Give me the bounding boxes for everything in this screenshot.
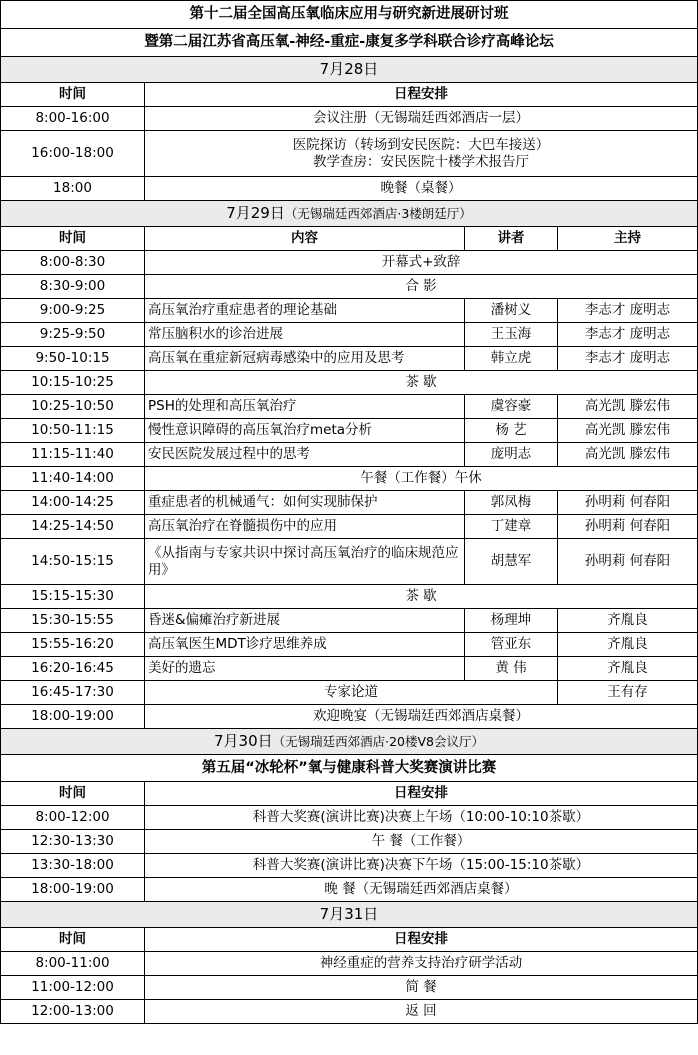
schedule-cell — [145, 806, 698, 830]
time-cell: 16:45-17:30 — [1, 681, 145, 705]
table-row — [1, 1000, 698, 1024]
time-cell: 11:40-14:00 — [1, 467, 145, 491]
time-cell: 8:00-16:00 — [1, 107, 145, 131]
schedule-text: 会议注册（无锡瑞廷西郊酒店一层） — [313, 110, 529, 126]
day3-col-time: 时间 — [1, 782, 145, 806]
schedule-cell — [145, 878, 698, 902]
speaker-cell: 王玉海 — [465, 323, 558, 347]
session-cell: 专家论道 — [145, 681, 558, 705]
content-cell: 慢性意识障碍的高压氧治疗meta分析 — [145, 419, 465, 443]
time-cell: 14:25-14:50 — [1, 515, 145, 539]
table-row — [1, 371, 698, 395]
time-cell: 18:00 — [1, 177, 145, 201]
table-row — [1, 251, 698, 275]
day1-date: 7月28日 — [1, 57, 698, 83]
day4-date-row — [1, 902, 698, 928]
time-cell: 13:30-18:00 — [1, 854, 145, 878]
schedule-cell — [145, 1000, 698, 1024]
schedule-cell — [145, 107, 698, 131]
time-cell: 16:20-16:45 — [1, 657, 145, 681]
table-row — [1, 609, 698, 633]
day3-rows — [1, 806, 698, 902]
time-cell: 9:25-9:50 — [1, 323, 145, 347]
time-cell: 18:00-19:00 — [1, 878, 145, 902]
day2-location: （无锡瑞廷西郊酒店·3楼朗廷厅） — [284, 206, 472, 221]
content-cell: 常压脑积水的诊治进展 — [145, 323, 465, 347]
table-row — [1, 299, 698, 323]
session-cell: 合 影 — [145, 275, 698, 299]
title-row-2 — [1, 29, 698, 57]
day3-contest-title: 第五届“冰轮杯”氧与健康科普大奖赛演讲比赛 — [1, 755, 698, 782]
speaker-cell: 杨理坤 — [465, 609, 558, 633]
speaker-cell: 黄 伟 — [465, 657, 558, 681]
day3-contest-row — [1, 755, 698, 782]
content-cell: 高压氧治疗重症患者的理论基础 — [145, 299, 465, 323]
day2-date-row — [1, 201, 698, 227]
content-cell: 《从指南与专家共识中探讨高压氧治疗的临床规范应用》 — [145, 539, 465, 585]
time-cell: 15:15-15:30 — [1, 585, 145, 609]
day4-date: 7月31日 — [1, 902, 698, 928]
table-row — [1, 323, 698, 347]
table-row — [1, 347, 698, 371]
day2-header-row — [1, 227, 698, 251]
time-cell: 8:00-12:00 — [1, 806, 145, 830]
table-row — [1, 878, 698, 902]
schedule-cell — [145, 854, 698, 878]
content-cell: 高压氧医生MDT诊疗思维养成 — [145, 633, 465, 657]
table-row — [1, 585, 698, 609]
schedule-cell — [145, 177, 698, 201]
speaker-cell: 庞明志 — [465, 443, 558, 467]
time-cell: 10:15-10:25 — [1, 371, 145, 395]
host-cell: 王有存 — [558, 681, 698, 705]
schedule-text: 医院探访（转场到安民医院：大巴车接送） — [292, 136, 550, 153]
speaker-cell: 杨 艺 — [465, 419, 558, 443]
speaker-cell: 胡慧军 — [465, 539, 558, 585]
time-cell: 14:00-14:25 — [1, 491, 145, 515]
day2-rows — [1, 251, 698, 729]
session-cell: 茶 歇 — [145, 371, 698, 395]
schedule-text: 神经重症的营养支持治疗研学活动 — [319, 955, 523, 971]
time-cell: 11:00-12:00 — [1, 976, 145, 1000]
time-cell: 16:00-18:00 — [1, 131, 145, 177]
page-subtitle: 暨第二届江苏省高压氧-神经-重症-康复多学科联合诊疗高峰论坛 — [1, 29, 698, 57]
table-row — [1, 275, 698, 299]
day2-date-cell — [1, 201, 698, 227]
day4-header-row — [1, 928, 698, 952]
day2-date: 7月29日 — [226, 204, 285, 222]
table-row — [1, 491, 698, 515]
table-row — [1, 131, 698, 177]
day3-date: 7月30日 — [213, 732, 273, 750]
time-cell: 12:30-13:30 — [1, 830, 145, 854]
time-cell: 10:50-11:15 — [1, 419, 145, 443]
table-row — [1, 515, 698, 539]
day1-col-schedule: 日程安排 — [145, 83, 698, 107]
host-cell: 齐胤良 — [558, 633, 698, 657]
speaker-cell: 韩立虎 — [465, 347, 558, 371]
table-row — [1, 633, 698, 657]
time-cell: 10:25-10:50 — [1, 395, 145, 419]
day3-date-cell — [1, 729, 698, 755]
schedule-cell — [145, 131, 698, 177]
session-cell: 开幕式+致辞 — [145, 251, 698, 275]
host-cell: 孙明莉 何春阳 — [558, 539, 698, 585]
day3-location: （无锡瑞廷西郊酒店·20楼V8会议厅） — [272, 734, 485, 749]
host-cell: 高光凯 滕宏伟 — [558, 443, 698, 467]
schedule-text: 晚餐（桌餐） — [380, 180, 462, 196]
content-cell: 昏迷&偏瘫治疗新进展 — [145, 609, 465, 633]
time-cell: 18:00-19:00 — [1, 705, 145, 729]
schedule-text: 科普大奖赛(演讲比赛)决赛下午场（15:00-15:10茶歇） — [252, 857, 590, 873]
content-cell: 高压氧在重症新冠病毒感染中的应用及思考 — [145, 347, 465, 371]
host-cell: 齐胤良 — [558, 609, 698, 633]
table-row — [1, 830, 698, 854]
host-cell: 孙明莉 何春阳 — [558, 491, 698, 515]
speaker-cell: 潘树义 — [465, 299, 558, 323]
day3-col-schedule: 日程安排 — [145, 782, 698, 806]
day1-date-row — [1, 57, 698, 83]
table-row — [1, 952, 698, 976]
table-row — [1, 681, 698, 705]
time-cell: 11:15-11:40 — [1, 443, 145, 467]
time-cell: 8:30-9:00 — [1, 275, 145, 299]
table-row — [1, 806, 698, 830]
speaker-cell: 郭凤梅 — [465, 491, 558, 515]
host-cell: 高光凯 滕宏伟 — [558, 419, 698, 443]
time-cell: 15:55-16:20 — [1, 633, 145, 657]
table-row — [1, 657, 698, 681]
table-row — [1, 177, 698, 201]
host-cell: 高光凯 滕宏伟 — [558, 395, 698, 419]
table-row — [1, 705, 698, 729]
schedule-text-2: 教学查房：安民医院十楼学术报告厅 — [313, 153, 529, 170]
host-cell: 李志才 庞明志 — [558, 323, 698, 347]
content-cell: 高压氧治疗在脊髓损伤中的应用 — [145, 515, 465, 539]
schedule-text: 返 回 — [405, 1003, 437, 1019]
table-row — [1, 976, 698, 1000]
session-cell: 欢迎晚宴（无锡瑞廷西郊酒店桌餐） — [145, 705, 698, 729]
schedule-cell — [145, 830, 698, 854]
time-cell: 9:50-10:15 — [1, 347, 145, 371]
speaker-cell: 管亚东 — [465, 633, 558, 657]
table-row — [1, 419, 698, 443]
schedule-cell — [145, 952, 698, 976]
day3-header-row — [1, 782, 698, 806]
time-cell: 14:50-15:15 — [1, 539, 145, 585]
day3-date-row — [1, 729, 698, 755]
day1-col-time: 时间 — [1, 83, 145, 107]
day4-rows — [1, 952, 698, 1024]
day2-col-speaker: 讲者 — [465, 227, 558, 251]
host-cell: 李志才 庞明志 — [558, 299, 698, 323]
time-cell: 8:00-11:00 — [1, 952, 145, 976]
content-cell: 重症患者的机械通气：如何实现肺保护 — [145, 491, 465, 515]
page-title: 第十二届全国高压氧临床应用与研究新进展研讨班 — [1, 1, 698, 29]
schedule-text: 午 餐（工作餐） — [371, 833, 471, 849]
table-row — [1, 107, 698, 131]
table-row — [1, 467, 698, 491]
title-row-1 — [1, 1, 698, 29]
content-cell: 美好的遗忘 — [145, 657, 465, 681]
schedule-text: 简 餐 — [405, 979, 437, 995]
table-row — [1, 854, 698, 878]
schedule-text: 科普大奖赛(演讲比赛)决赛上午场（10:00-10:10茶歇） — [252, 809, 590, 825]
time-cell: 12:00-13:00 — [1, 1000, 145, 1024]
content-cell: 安民医院发展过程中的思考 — [145, 443, 465, 467]
day1-header-row — [1, 83, 698, 107]
content-cell: PSH的处理和高压氧治疗 — [145, 395, 465, 419]
speaker-cell: 丁建章 — [465, 515, 558, 539]
session-cell: 午餐（工作餐）午休 — [145, 467, 698, 491]
time-cell: 15:30-15:55 — [1, 609, 145, 633]
table-row — [1, 443, 698, 467]
host-cell: 李志才 庞明志 — [558, 347, 698, 371]
table-row — [1, 395, 698, 419]
day2-col-content: 内容 — [145, 227, 465, 251]
table-row — [1, 539, 698, 585]
day4-col-time: 时间 — [1, 928, 145, 952]
time-cell: 8:00-8:30 — [1, 251, 145, 275]
speaker-cell: 虞容豪 — [465, 395, 558, 419]
schedule-text: 晚 餐（无锡瑞廷西郊酒店桌餐） — [324, 881, 518, 897]
time-cell: 9:00-9:25 — [1, 299, 145, 323]
host-cell: 齐胤良 — [558, 657, 698, 681]
day2-col-time: 时间 — [1, 227, 145, 251]
day4-col-schedule: 日程安排 — [145, 928, 698, 952]
session-cell: 茶 歇 — [145, 585, 698, 609]
day2-col-host: 主持 — [558, 227, 698, 251]
schedule-cell — [145, 976, 698, 1000]
host-cell: 孙明莉 何春阳 — [558, 515, 698, 539]
